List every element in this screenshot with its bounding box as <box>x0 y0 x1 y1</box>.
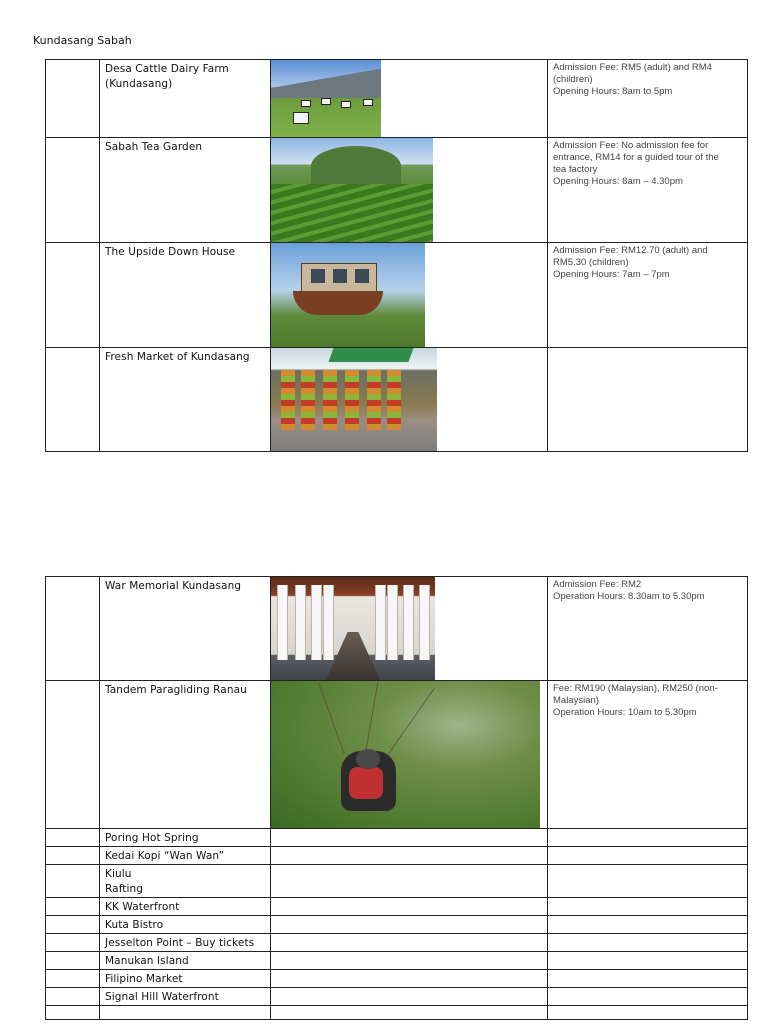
photo-cell <box>271 865 548 898</box>
photo-cell <box>271 847 548 865</box>
number-cell <box>46 988 100 1006</box>
number-cell <box>46 934 100 952</box>
info-cell <box>548 865 748 898</box>
info-cell <box>548 829 748 847</box>
info-cell <box>548 916 748 934</box>
tea-garden-photo <box>271 138 433 242</box>
place-name-line: Rafting <box>105 883 144 895</box>
itinerary-table-2 <box>45 576 748 1020</box>
place-name-line: Filipino Market <box>105 973 183 985</box>
photo-cell <box>271 829 548 847</box>
number-cell <box>46 577 100 681</box>
photo-cell <box>271 60 548 138</box>
place-name-line: Sabah Tea Garden <box>105 141 203 153</box>
info-cell <box>548 60 748 138</box>
table-row <box>46 847 748 865</box>
info-line: Fee: RM190 (Malaysian), RM250 (non- <box>553 683 718 694</box>
photo-cell <box>271 348 548 452</box>
info-cell <box>548 970 748 988</box>
info-line: Operation Hours: 8.30am to 5.30pm <box>553 591 705 602</box>
info-line: Opening Hours: 8am – 4.30pm <box>553 176 683 187</box>
dairy-farm-photo <box>271 60 381 137</box>
info-cell <box>548 138 748 243</box>
place-name-cell <box>100 934 271 952</box>
info-line: Admission Fee: RM2 <box>553 579 642 590</box>
place-name-line: War Memorial Kundasang <box>105 580 242 592</box>
table-row <box>46 243 748 348</box>
photo-cell <box>271 243 548 348</box>
photo-cell <box>271 681 548 829</box>
place-name-cell <box>100 898 271 916</box>
table-row <box>46 952 748 970</box>
place-name-line: (Kundasang) <box>105 78 173 90</box>
number-cell <box>46 829 100 847</box>
info-line: Admission Fee: RM12.70 (adult) and <box>553 245 708 256</box>
document-title: Kundasang Sabah <box>33 34 132 47</box>
table-row <box>46 138 748 243</box>
place-name-line: KK Waterfront <box>105 901 180 913</box>
photo-cell <box>271 138 548 243</box>
info-line: RM5.30 (children) <box>553 257 629 268</box>
war-memorial-photo <box>271 577 435 680</box>
place-name-cell <box>100 988 271 1006</box>
photo-cell <box>271 970 548 988</box>
info-cell <box>548 898 748 916</box>
number-cell <box>46 348 100 452</box>
place-name-cell <box>100 60 271 138</box>
place-name-cell <box>100 348 271 452</box>
table-row <box>46 348 748 452</box>
number-cell <box>46 916 100 934</box>
place-name-line: Tandem Paragliding Ranau <box>105 684 247 696</box>
table-row <box>46 865 748 898</box>
table-row <box>46 916 748 934</box>
place-name-line: The Upside Down House <box>105 246 236 258</box>
place-name-line: Desa Cattle Dairy Farm <box>105 63 229 75</box>
photo-cell <box>271 1006 548 1020</box>
info-line: entrance, RM14 for a guided tour of the <box>553 152 719 163</box>
place-name-line: Fresh Market of Kundasang <box>105 351 250 363</box>
place-name-cell <box>100 865 271 898</box>
number-cell <box>46 138 100 243</box>
info-line: Admission Fee: No admission fee for <box>553 140 709 151</box>
info-cell <box>548 243 748 348</box>
number-cell <box>46 60 100 138</box>
table-row <box>46 934 748 952</box>
table-row <box>46 60 748 138</box>
info-line: Opening Hours: 8am to 5pm <box>553 86 673 97</box>
place-name-cell <box>100 847 271 865</box>
info-cell <box>548 988 748 1006</box>
place-name-cell <box>100 138 271 243</box>
paragliding-photo <box>271 681 540 828</box>
info-line: tea factory <box>553 164 598 175</box>
number-cell <box>46 1006 100 1020</box>
info-line: (children) <box>553 74 593 85</box>
place-name-cell <box>100 577 271 681</box>
table-row <box>46 681 748 829</box>
info-cell <box>548 577 748 681</box>
number-cell <box>46 970 100 988</box>
place-name-line: Kuta Bistro <box>105 919 164 931</box>
number-cell <box>46 865 100 898</box>
number-cell <box>46 681 100 829</box>
place-name-cell <box>100 970 271 988</box>
number-cell <box>46 898 100 916</box>
number-cell <box>46 847 100 865</box>
table-row <box>46 970 748 988</box>
photo-cell <box>271 916 548 934</box>
table-row <box>46 829 748 847</box>
table-row <box>46 1006 748 1020</box>
itinerary-table-1 <box>45 59 748 452</box>
info-cell <box>548 681 748 829</box>
info-line: Operation Hours: 10am to 5.30pm <box>553 707 697 718</box>
number-cell <box>46 243 100 348</box>
place-name-cell <box>100 829 271 847</box>
table-row <box>46 988 748 1006</box>
table-row <box>46 577 748 681</box>
info-cell <box>548 348 748 452</box>
place-name-cell <box>100 681 271 829</box>
info-line: Admission Fee: RM5 (adult) and RM4 <box>553 62 712 73</box>
info-line: Opening Hours: 7am – 7pm <box>553 269 670 280</box>
place-name-cell <box>100 1006 271 1020</box>
table-row <box>46 898 748 916</box>
photo-cell <box>271 988 548 1006</box>
info-cell <box>548 1006 748 1020</box>
info-cell <box>548 847 748 865</box>
place-name-cell <box>100 916 271 934</box>
photo-cell <box>271 898 548 916</box>
place-name-line: Poring Hot Spring <box>105 832 199 844</box>
place-name-cell <box>100 243 271 348</box>
info-cell <box>548 934 748 952</box>
place-name-line: Jesselton Point – Buy tickets <box>105 937 255 949</box>
place-name-line: Signal Hill Waterfront <box>105 991 219 1003</box>
upside-down-house-photo <box>271 243 425 347</box>
number-cell <box>46 952 100 970</box>
info-cell <box>548 952 748 970</box>
photo-cell <box>271 577 548 681</box>
place-name-line: Manukan Island <box>105 955 189 967</box>
photo-cell <box>271 934 548 952</box>
fresh-market-photo <box>271 348 437 451</box>
place-name-line: Kedai Kopi “Wan Wan” <box>105 850 225 862</box>
photo-cell <box>271 952 548 970</box>
place-name-line: Kiulu <box>105 868 132 880</box>
info-line: Malaysian) <box>553 695 599 706</box>
place-name-cell <box>100 952 271 970</box>
